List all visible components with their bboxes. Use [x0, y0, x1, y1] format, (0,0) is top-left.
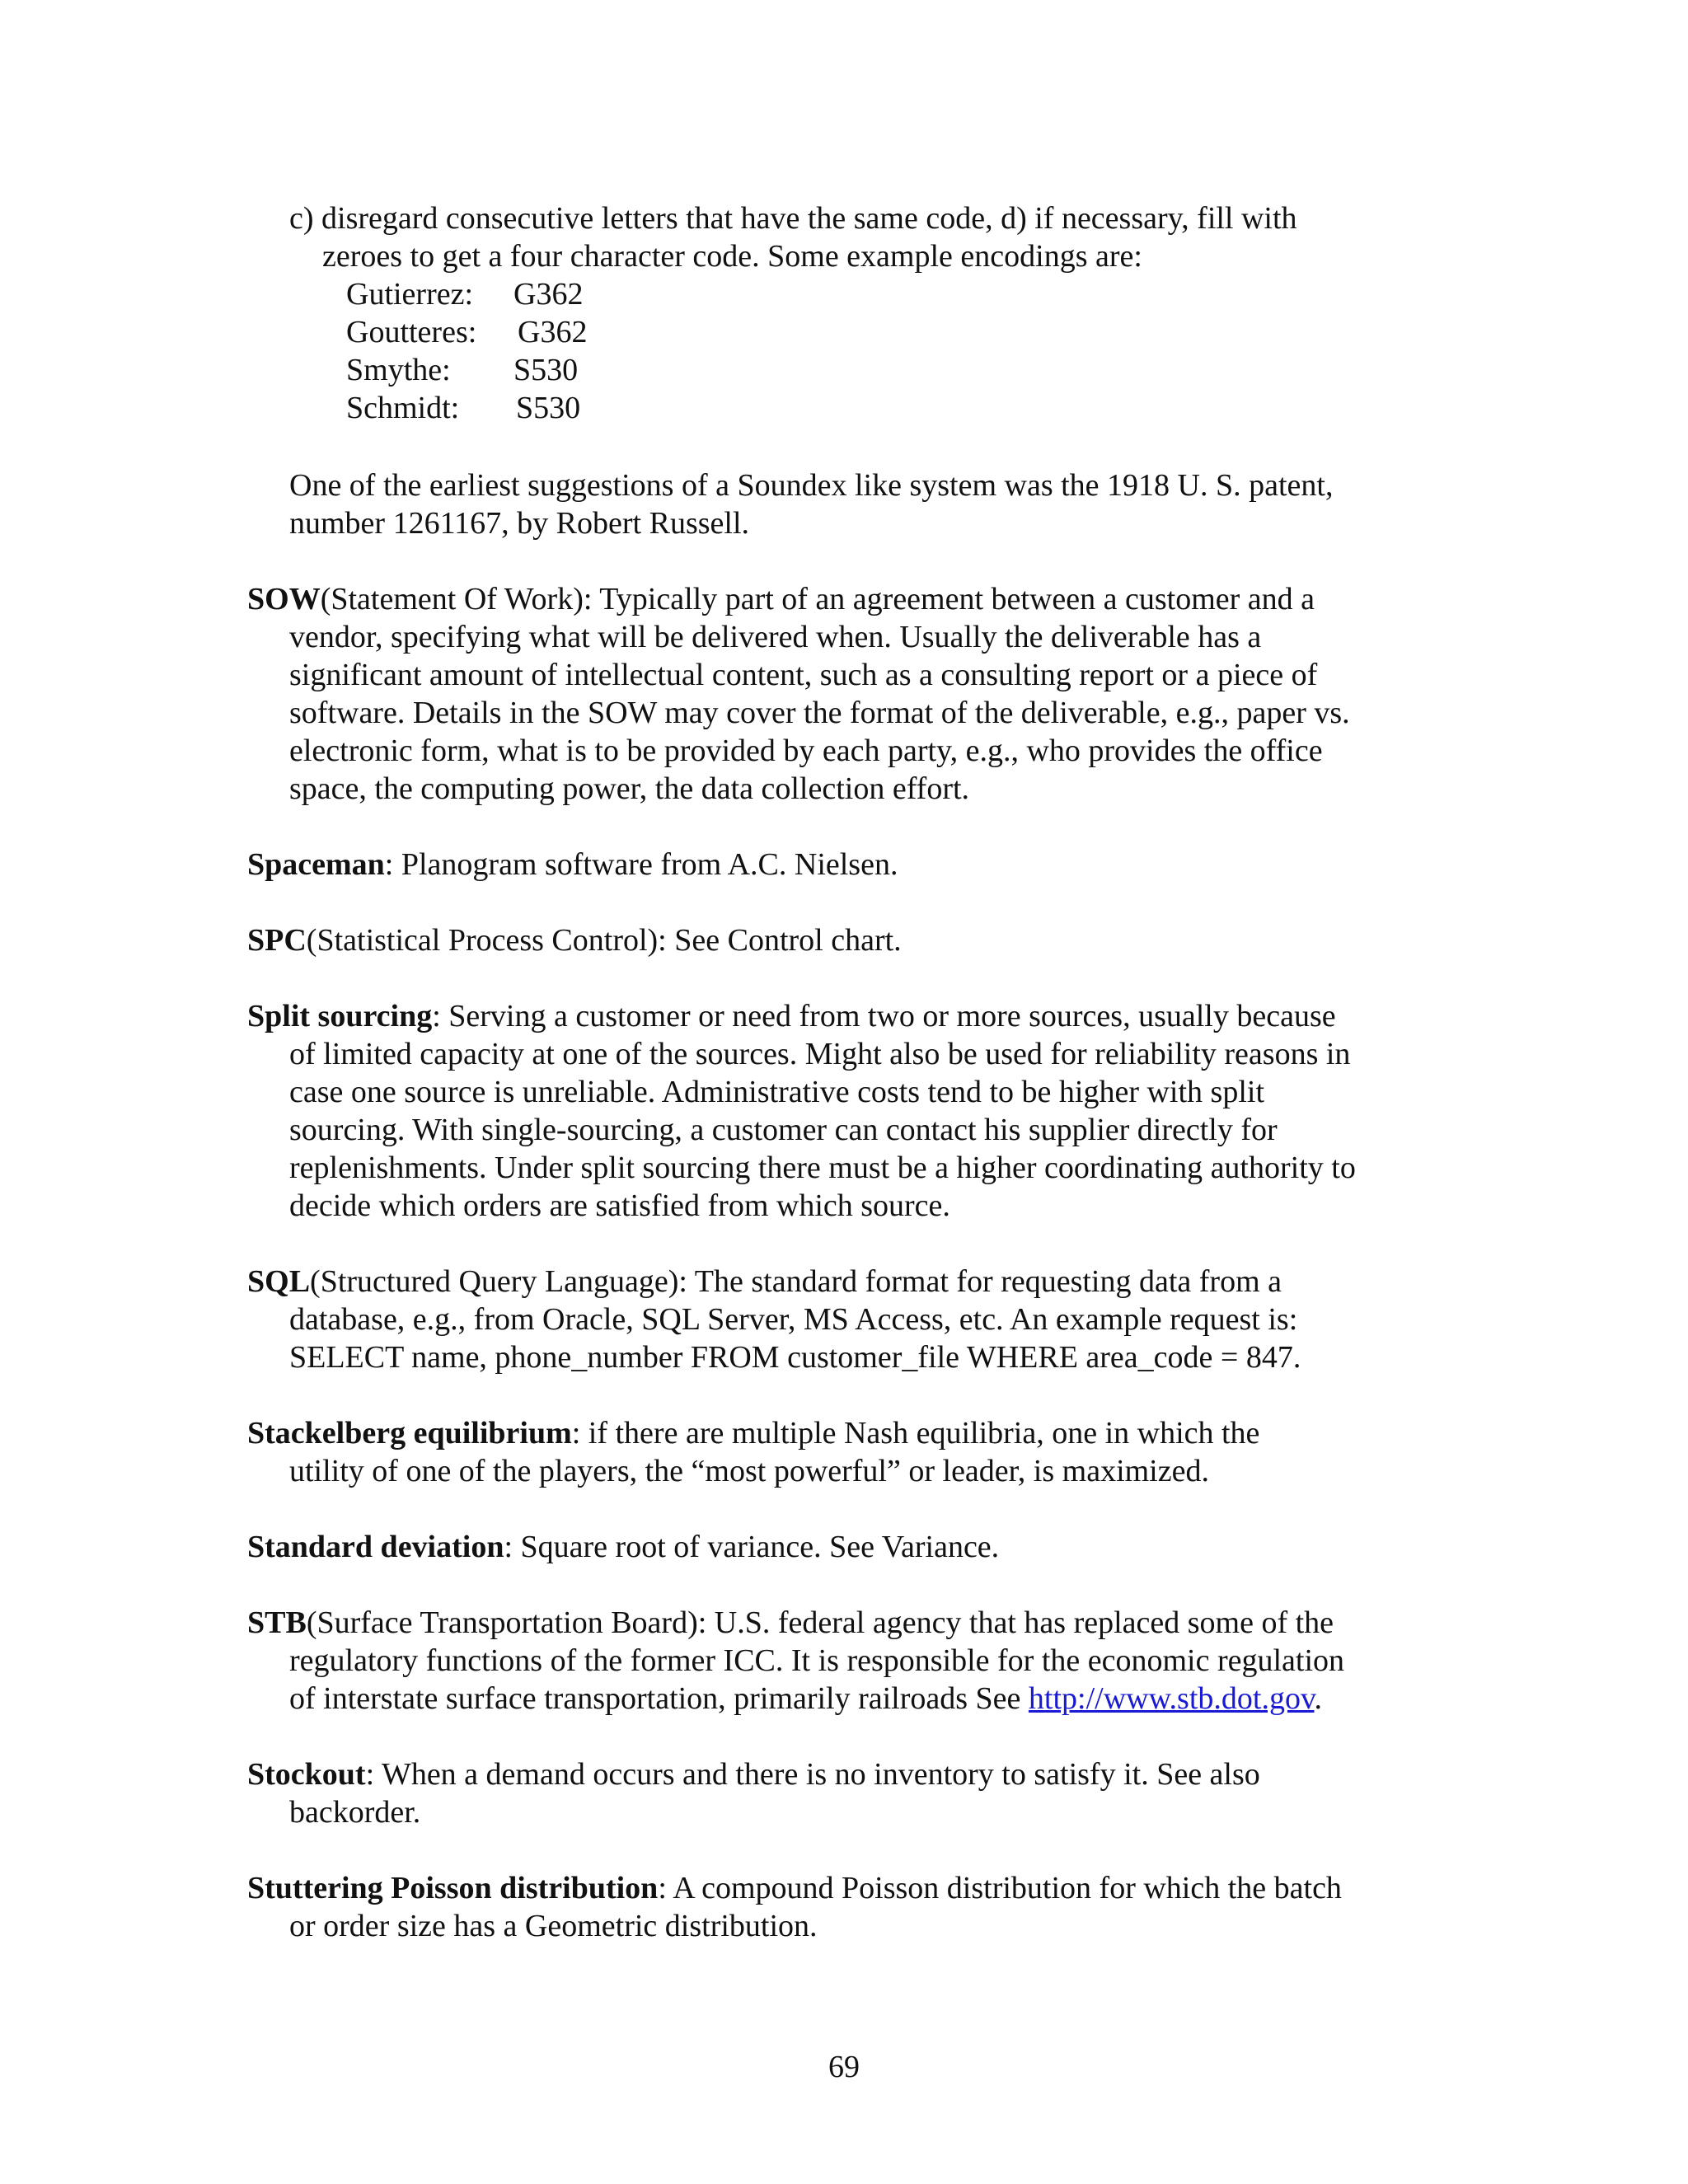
intro-line-1: c) disregard consecutive letters that have the same code, d) if necessary, fill with [289, 201, 1297, 236]
entry-sql [247, 1263, 1282, 1301]
entry-text: : if there are multiple Nash equilibria, one in which the [571, 1416, 1260, 1451]
entry-stuttering-poisson [247, 1869, 1342, 1907]
entry-term: SQL [247, 1264, 311, 1299]
entry-text: : A compound Poisson distribution for which the batch [658, 1871, 1342, 1905]
entry-term: Spaceman [247, 847, 385, 882]
entry-term: STB [247, 1605, 307, 1640]
entry-text: software. Details in the SOW may cover the format of the deliverable, e.g., paper vs. [289, 696, 1350, 730]
entry-text: regulatory functions of the former ICC. It is responsible for the economic regulation [289, 1643, 1345, 1678]
stb-website-link[interactable]: http://www.stb.dot.gov [1028, 1681, 1315, 1716]
entry-text: : Square root of variance. See Variance. [504, 1530, 1000, 1564]
entry-text: backorder. [289, 1795, 421, 1830]
entry-text: SELECT name, phone_number FROM customer_file WHERE area_code = 847. [289, 1340, 1301, 1375]
entry-term: Standard deviation [247, 1530, 504, 1564]
entry-text: : When a demand occurs and there is no inventory to satisfy it. See also [365, 1757, 1260, 1792]
example-code: G362 [518, 315, 588, 349]
entry-text: . [1314, 1681, 1322, 1716]
entry-term: Split sourcing [247, 999, 433, 1033]
history-line-2: number 1261167, by Robert Russell. [289, 506, 749, 541]
entry-term: SPC [247, 923, 307, 958]
entry-stockout [247, 1755, 1260, 1793]
entry-text: sourcing. With single-sourcing, a customer can contact his supplier directly for [289, 1113, 1278, 1147]
entry-text: : Planogram software from A.C. Nielsen. [384, 847, 898, 882]
entry-text: of limited capacity at one of the sources. Might also be used for reliability reasons in [289, 1037, 1351, 1071]
entry-term: Stackelberg equilibrium [247, 1416, 572, 1451]
example-code: S530 [513, 353, 579, 387]
entry-text: space, the computing power, the data collection effort. [289, 771, 970, 806]
entry-text: : Serving a customer or need from two or more sources, usually because [432, 999, 1336, 1033]
entry-text: decide which orders are satisfied from which source. [289, 1188, 950, 1223]
entry-text: (Structured Query Language): The standard format for requesting data from a [310, 1264, 1282, 1299]
entry-text: replenishments. Under split sourcing there must be a higher coordinating authority to [289, 1151, 1356, 1185]
entry-text: (Surface Transportation Board): U.S. federal agency that has replaced some of the [306, 1605, 1334, 1640]
entry-text: significant amount of intellectual content, such as a consulting report or a piece of [289, 658, 1318, 692]
entry-term: Stuttering Poisson distribution [247, 1871, 659, 1905]
entry-text: vendor, specifying what will be delivered when. Usually the deliverable has a [289, 620, 1262, 654]
example-code: S530 [516, 391, 581, 425]
entry-stackelberg [247, 1414, 1259, 1452]
page-number: 69 [828, 2050, 860, 2084]
example-name: Gutierrez: [346, 277, 474, 312]
entry-sow [247, 580, 1315, 618]
intro-line-2: zeroes to get a four character code. Some example encodings are: [322, 239, 1142, 274]
entry-text: or order size has a Geometric distribution. [289, 1909, 818, 1943]
entry-text: (Statistical Process Control): See Control chart. [306, 923, 902, 958]
entry-text: database, e.g., from Oracle, SQL Server, MS Access, etc. An example request is: [289, 1302, 1298, 1337]
example-name: Goutteres: [346, 315, 477, 349]
entry-text: electronic form, what is to be provided by each party, e.g., who provides the office [289, 733, 1323, 768]
example-name: Smythe: [346, 353, 451, 387]
entry-split-sourcing [247, 997, 1336, 1035]
history-line-1: One of the earliest suggestions of a Soundex like system was the 1918 U. S. patent, [289, 468, 1334, 503]
entry-text: case one source is unreliable. Administrative costs tend to be higher with split [289, 1075, 1265, 1109]
entry-term: Stockout [247, 1757, 366, 1792]
example-name: Schmidt: [346, 391, 460, 425]
entry-standard-deviation [247, 1528, 999, 1566]
entry-spaceman [247, 846, 898, 883]
entry-text: (Statement Of Work): Typically part of an agreement between a customer and a [320, 582, 1315, 616]
entry-text: of interstate surface transportation, primarily railroads See [289, 1681, 1029, 1716]
entry-stb [247, 1604, 1334, 1642]
entry-text: utility of one of the players, the “most powerful” or leader, is maximized. [289, 1454, 1209, 1488]
example-code: G362 [513, 277, 584, 312]
entry-spc [247, 921, 902, 959]
entry-text-with-link [289, 1680, 1322, 1718]
entry-term: SOW [247, 582, 321, 616]
